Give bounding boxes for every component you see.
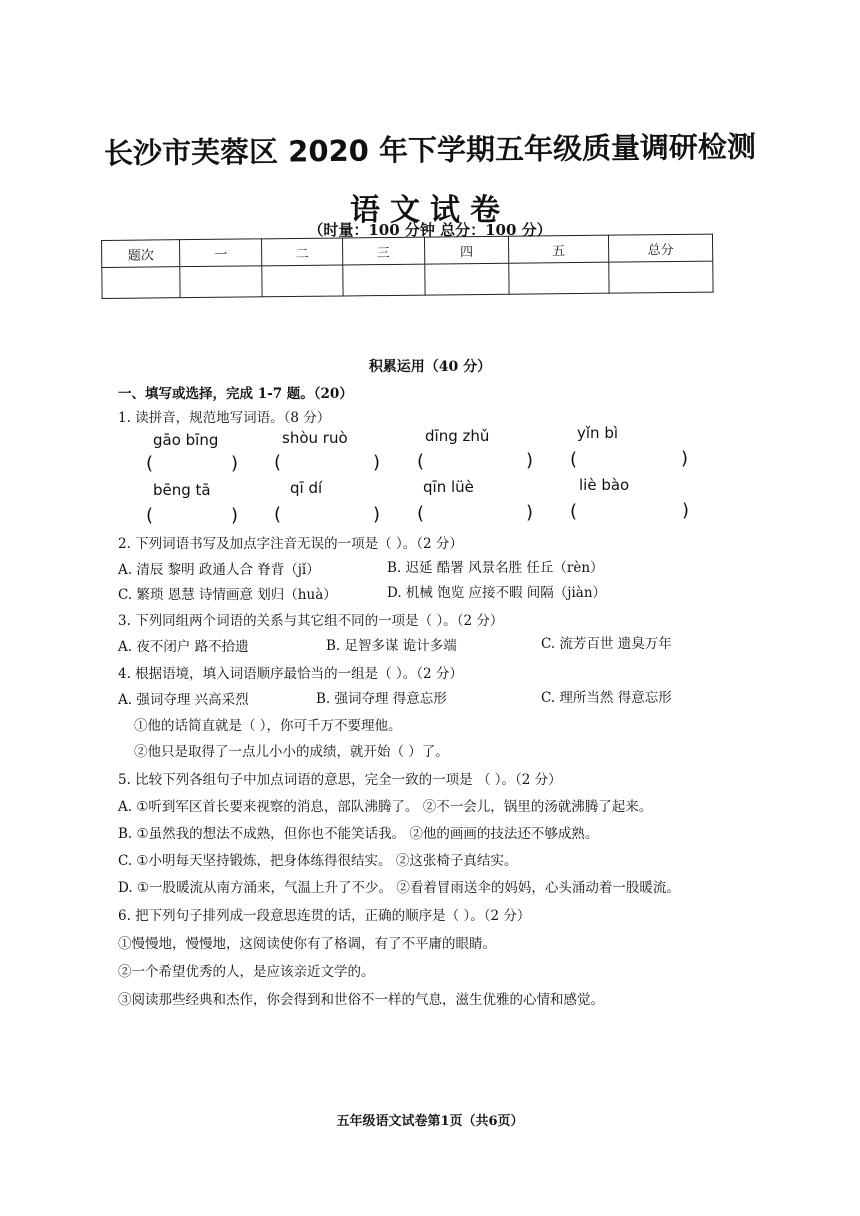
score-header-cell: 三 <box>342 237 424 265</box>
q4-option-c: C. 理所当然 得意忘形 <box>541 690 672 706</box>
answer-blank-close: ) <box>681 448 689 469</box>
q5-option-b: B. ①虽然我的想法不成熟，但你也不能笑话我。 ②他的画画的技法还不够成熟。 <box>118 826 599 842</box>
q1-pinyin: shòu ruò <box>282 429 348 447</box>
answer-blank-close: ) <box>526 450 534 471</box>
q3-option-a: A. 夜不闭户 路不拾遗 <box>118 639 249 655</box>
q6-sentence-3: ③阅读那些经典和杰作，你会得到和世俗不一样的气息，滋生优雅的心情和感觉。 <box>118 992 604 1008</box>
q2-option-a: A. 清辰 黎明 政通人合 脊背（jǐ） <box>118 562 320 578</box>
answer-blank-open: ( <box>146 505 154 526</box>
answer-blank-open: ( <box>417 451 425 472</box>
score-cell[interactable] <box>609 261 713 293</box>
score-header-cell: 题次 <box>102 240 181 268</box>
q5-stem: 5. 比较下列各组句子中加点词语的意思，完全一致的一项是 （ ）。（2 分） <box>118 772 562 788</box>
answer-blank-open: ( <box>274 452 282 473</box>
score-header-cell: 二 <box>262 238 342 266</box>
q2-option-d: D. 机械 饱览 应接不暇 间隔（jiàn） <box>387 585 607 601</box>
q1-pinyin: dīng zhǔ <box>425 427 490 445</box>
q2-option-c: C. 繁琐 恩慧 诗情画意 划归（huà） <box>118 587 337 603</box>
q6-sentence-1: ①慢慢地，慢慢地，这阅读使你有了格调，有了不平庸的眼睛。 <box>118 936 496 952</box>
q3-option-c: C. 流芳百世 遗臭万年 <box>541 636 672 652</box>
section-title: 积累运用（40 分） <box>368 359 492 375</box>
answer-blank-close: ) <box>373 504 381 525</box>
score-cell[interactable] <box>180 266 263 298</box>
answer-blank-close: ) <box>526 502 534 523</box>
q2-option-b: B. 迟延 酷署 风景名胜 任丘（rèn） <box>387 560 604 576</box>
q4-stem: 4. 根据语境，填入词语顺序最恰当的一组是（ ）。（2 分） <box>118 666 463 682</box>
score-header-cell: 五 <box>508 235 608 263</box>
q1-pinyin: qī dí <box>290 479 323 497</box>
q1-pinyin: liè bào <box>579 476 630 494</box>
q5-option-d: D. ①一股暖流从南方涌来，气温上升了不少。 ②看着冒雨送伞的妈妈，心头涌动着一股暖流。 <box>118 880 680 896</box>
score-cell[interactable] <box>342 264 425 296</box>
score-cell[interactable] <box>425 263 509 295</box>
score-header-cell: 一 <box>180 239 262 267</box>
q6-sentence-2: ②一个希望优秀的人，是应该亲近文学的。 <box>118 964 375 980</box>
q1-pinyin: bēng tā <box>153 481 211 499</box>
q3-stem: 3. 下列同组两个词语的关系与其它组不同的一项是（ ）。（2 分） <box>118 613 504 629</box>
q1-stem: 1. 读拼音，规范地写词语。（8 分） <box>118 410 331 426</box>
exam-title: 长沙市芙蓉区 2020 年下学期五年级质量调研检测 <box>103 129 757 171</box>
score-cell[interactable] <box>509 262 609 294</box>
q5-option-c: C. ①小明每天坚持锻炼，把身体练得很结实。 ②这张椅子真结实。 <box>118 853 518 869</box>
score-cell[interactable] <box>102 267 181 299</box>
time-info: （时量：100 分钟 总分：100 分） <box>308 221 552 239</box>
answer-blank-open: ( <box>146 453 154 474</box>
answer-blank-close: ) <box>231 505 239 526</box>
answer-blank-open: ( <box>417 503 425 524</box>
answer-blank-close: ) <box>373 452 381 473</box>
q1-pinyin: gāo bīng <box>153 431 219 449</box>
score-table <box>101 234 714 299</box>
answer-blank-open: ( <box>570 501 578 522</box>
q1-pinyin: qīn lüè <box>423 478 474 496</box>
q1-pinyin: yǐn bì <box>577 424 619 442</box>
q4-option-b: B. 强词夺理 得意忘形 <box>316 691 447 707</box>
answer-blank-open: ( <box>274 504 282 525</box>
q2-stem: 2. 下列词语书写及加点字注音无误的一项是（ ）。（2 分） <box>118 536 463 552</box>
score-table-blank-row <box>102 261 713 298</box>
answer-blank-close: ) <box>231 453 239 474</box>
q3-option-b: B. 足智多谋 诡计多端 <box>326 638 457 654</box>
page-footer: 五年级语文试卷第1页（共6页） <box>336 1114 524 1129</box>
exam-subtitle: 语文试卷 <box>350 193 510 228</box>
q4-sentence-2: ②他只是取得了一点儿小小的成绩，就开始（ ）了。 <box>134 744 449 760</box>
score-header-cell: 总分 <box>608 234 712 262</box>
answer-blank-close: ) <box>682 500 690 521</box>
q6-stem: 6. 把下列句子排列成一段意思连贯的话，正确的顺序是（ ）。（2 分） <box>118 908 531 924</box>
q4-option-a: A. 强词夺理 兴高采烈 <box>118 692 249 708</box>
score-header-cell: 四 <box>424 236 508 264</box>
q4-sentence-1: ①他的话简直就是（ ），你可千万不要理他。 <box>134 718 402 734</box>
q5-option-a: A. ①听到军区首长要来视察的消息，部队沸腾了。 ②不一会儿，锅里的汤就沸腾了起来。 <box>118 799 653 815</box>
part-title: 一、填写或选择，完成 1-7 题。（20） <box>118 386 353 402</box>
score-cell[interactable] <box>262 265 343 297</box>
answer-blank-open: ( <box>570 449 578 470</box>
